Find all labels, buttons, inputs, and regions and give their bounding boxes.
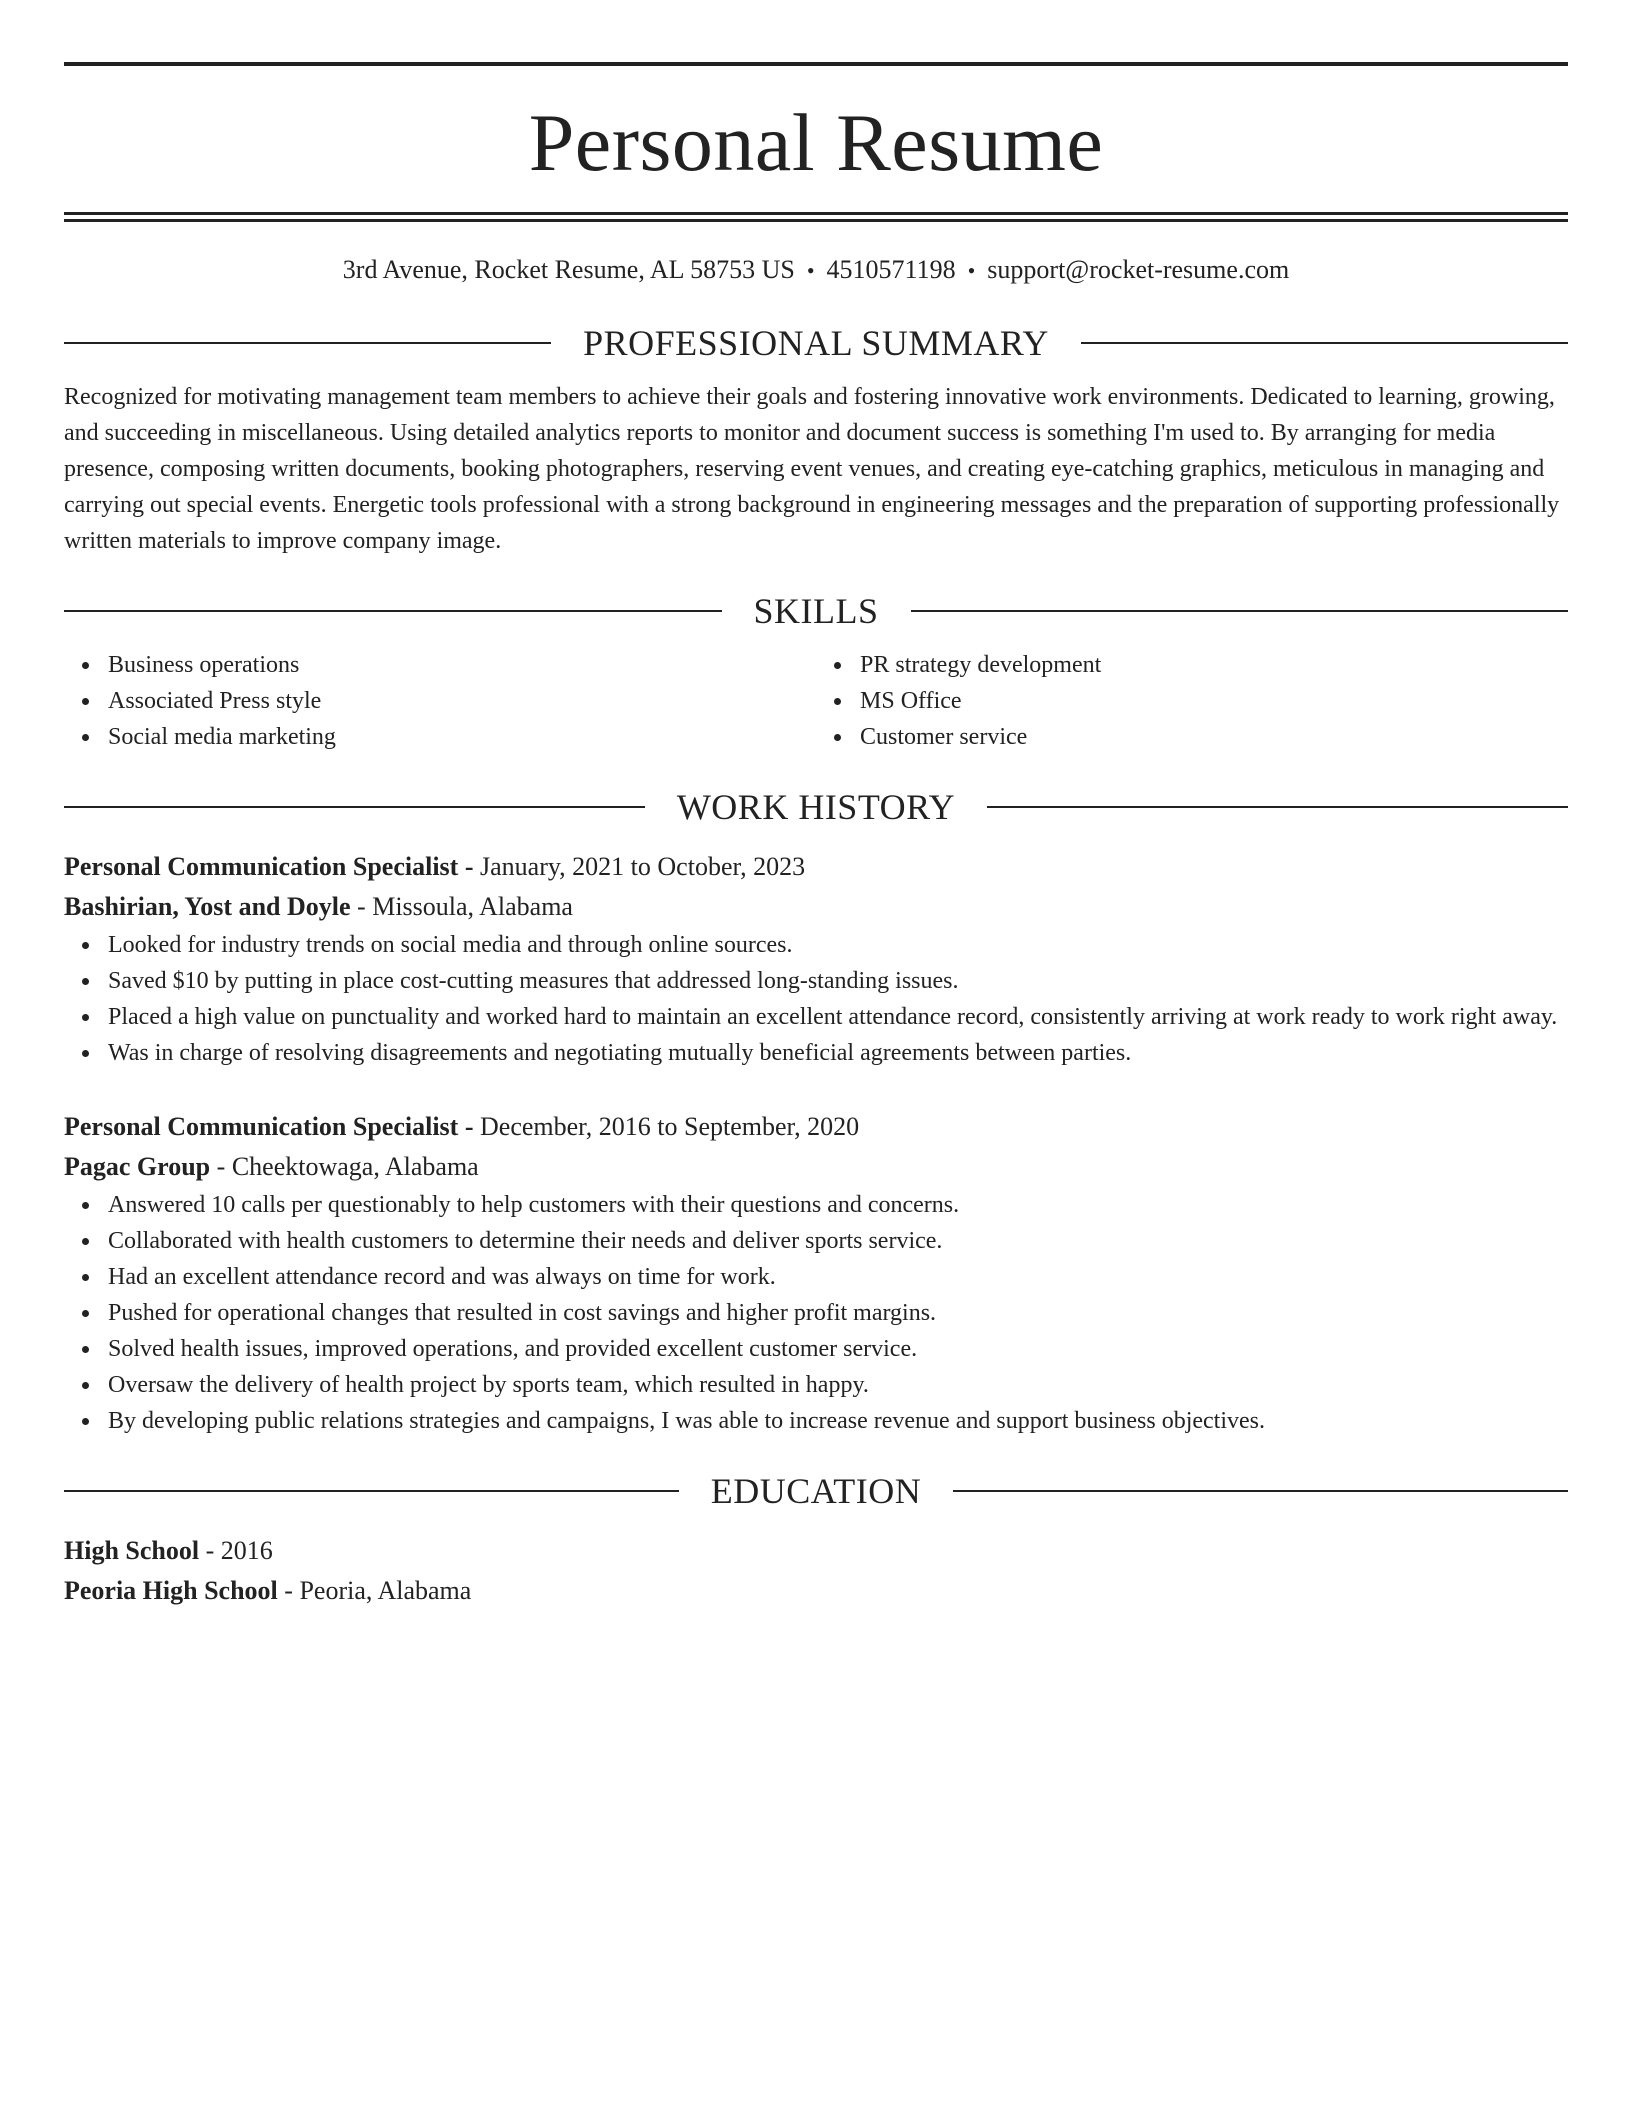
skill-item: Business operations bbox=[108, 647, 816, 683]
contact-email: support@rocket-resume.com bbox=[987, 255, 1290, 284]
job-bullet: By developing public relations strategies and campaigns, I was able to increase revenue and support business objectives. bbox=[108, 1403, 1568, 1439]
education-school-line bbox=[64, 1571, 1568, 1611]
skills-heading-text: SKILLS bbox=[753, 591, 879, 631]
job-bullet: Collaborated with health customers to determine their needs and deliver sports service. bbox=[108, 1223, 1568, 1259]
job-company: Bashirian, Yost and Doyle bbox=[64, 892, 351, 921]
dash: - bbox=[357, 892, 366, 921]
summary-text: Recognized for motivating management team members to achieve their goals and fostering innovative work environments. Dedicated to learning, growing, and succeeding in miscellaneous. Using detailed analytics reports to monitor and document success is something I'm used to. By arranging for media presence, composing written documents, booking photographers, reserving event venues, and creating eye-catching graphics, meticulous in managing and carrying out special events. Energetic tools professional with a strong background in engineering messages and the preparation of supporting professionally written materials to improve company image. bbox=[64, 384, 1560, 554]
work-heading bbox=[64, 785, 1568, 829]
heading-rule-left bbox=[64, 1490, 679, 1492]
title-double-rule bbox=[64, 212, 1568, 222]
heading-rule-left bbox=[64, 610, 722, 612]
heading-rule-left bbox=[64, 806, 645, 808]
skills-grid bbox=[64, 647, 1568, 755]
job-title-line bbox=[64, 847, 1568, 887]
contact-line bbox=[64, 254, 1568, 287]
heading-rule-left bbox=[64, 342, 551, 344]
education-entry bbox=[64, 1531, 1568, 1611]
dash: - bbox=[464, 1112, 474, 1141]
heading-rule-right bbox=[911, 610, 1569, 612]
job-bullet: Answered 10 calls per questionably to help customers with their questions and concerns. bbox=[108, 1187, 1568, 1223]
summary-heading-text: PROFESSIONAL SUMMARY bbox=[583, 323, 1049, 363]
job-bullet: Had an excellent attendance record and was always on time for work. bbox=[108, 1259, 1568, 1295]
job-bullet: Looked for industry trends on social media and through online sources. bbox=[108, 927, 1568, 963]
skill-item: Customer service bbox=[860, 719, 1568, 755]
education-degree: High School bbox=[64, 1536, 200, 1565]
job-dates: January, 2021 to October, 2023 bbox=[480, 852, 806, 881]
skill-item: Associated Press style bbox=[108, 683, 816, 719]
job-entry bbox=[64, 847, 1568, 1071]
job-bullet: Oversaw the delivery of health project by sports team, which resulted in happy. bbox=[108, 1367, 1568, 1403]
job-company-line bbox=[64, 1147, 1568, 1187]
job-company-line bbox=[64, 887, 1568, 927]
contact-address: 3rd Avenue, Rocket Resume, AL 58753 US bbox=[342, 255, 795, 284]
job-bullet: Saved $10 by putting in place cost-cutting measures that addressed long-standing issues. bbox=[108, 963, 1568, 999]
job-bullet: Solved health issues, improved operations, and provided excellent customer service. bbox=[108, 1331, 1568, 1367]
heading-rule-right bbox=[953, 1490, 1568, 1492]
dash: - bbox=[205, 1536, 215, 1565]
job-title: Personal Communication Specialist bbox=[64, 852, 459, 881]
heading-rule-right bbox=[987, 806, 1568, 808]
skill-item: Social media marketing bbox=[108, 719, 816, 755]
job-entry bbox=[64, 1107, 1568, 1439]
education-degree-line bbox=[64, 1531, 1568, 1571]
work-heading-text: WORK HISTORY bbox=[676, 787, 956, 827]
job-company: Pagac Group bbox=[64, 1152, 211, 1181]
education-school: Peoria High School bbox=[64, 1576, 278, 1605]
contact-separator: • bbox=[806, 258, 815, 283]
top-rule bbox=[64, 62, 1568, 66]
resume-title: Personal Resume bbox=[528, 97, 1104, 188]
dash: - bbox=[216, 1152, 226, 1181]
skill-item: MS Office bbox=[860, 683, 1568, 719]
education-heading bbox=[64, 1469, 1568, 1513]
job-bullets bbox=[64, 927, 1568, 1071]
contact-phone: 4510571198 bbox=[826, 255, 956, 284]
job-dates: December, 2016 to September, 2020 bbox=[480, 1112, 860, 1141]
summary-heading bbox=[64, 321, 1568, 365]
job-bullet: Was in charge of resolving disagreements and negotiating mutually beneficial agreements between parties. bbox=[108, 1035, 1568, 1071]
skills-heading bbox=[64, 589, 1568, 633]
job-title-line bbox=[64, 1107, 1568, 1147]
education-heading-text: EDUCATION bbox=[710, 1471, 922, 1511]
job-location: Missoula, Alabama bbox=[372, 892, 573, 921]
job-title: Personal Communication Specialist bbox=[64, 1112, 459, 1141]
skills-column-left bbox=[64, 647, 816, 755]
job-bullets bbox=[64, 1187, 1568, 1439]
job-location: Cheektowaga, Alabama bbox=[231, 1152, 479, 1181]
dash: - bbox=[284, 1576, 293, 1605]
education-year: 2016 bbox=[220, 1536, 273, 1565]
skills-column-right bbox=[816, 647, 1568, 755]
job-bullet: Placed a high value on punctuality and worked hard to maintain an excellent attendance record, consistently arriving at work ready to work right away. bbox=[108, 999, 1568, 1035]
contact-separator: • bbox=[967, 258, 976, 283]
heading-rule-right bbox=[1081, 342, 1568, 344]
dash: - bbox=[464, 852, 474, 881]
education-location: Peoria, Alabama bbox=[299, 1576, 472, 1605]
skill-item: PR strategy development bbox=[860, 647, 1568, 683]
job-bullet: Pushed for operational changes that resulted in cost savings and higher profit margins. bbox=[108, 1295, 1568, 1331]
